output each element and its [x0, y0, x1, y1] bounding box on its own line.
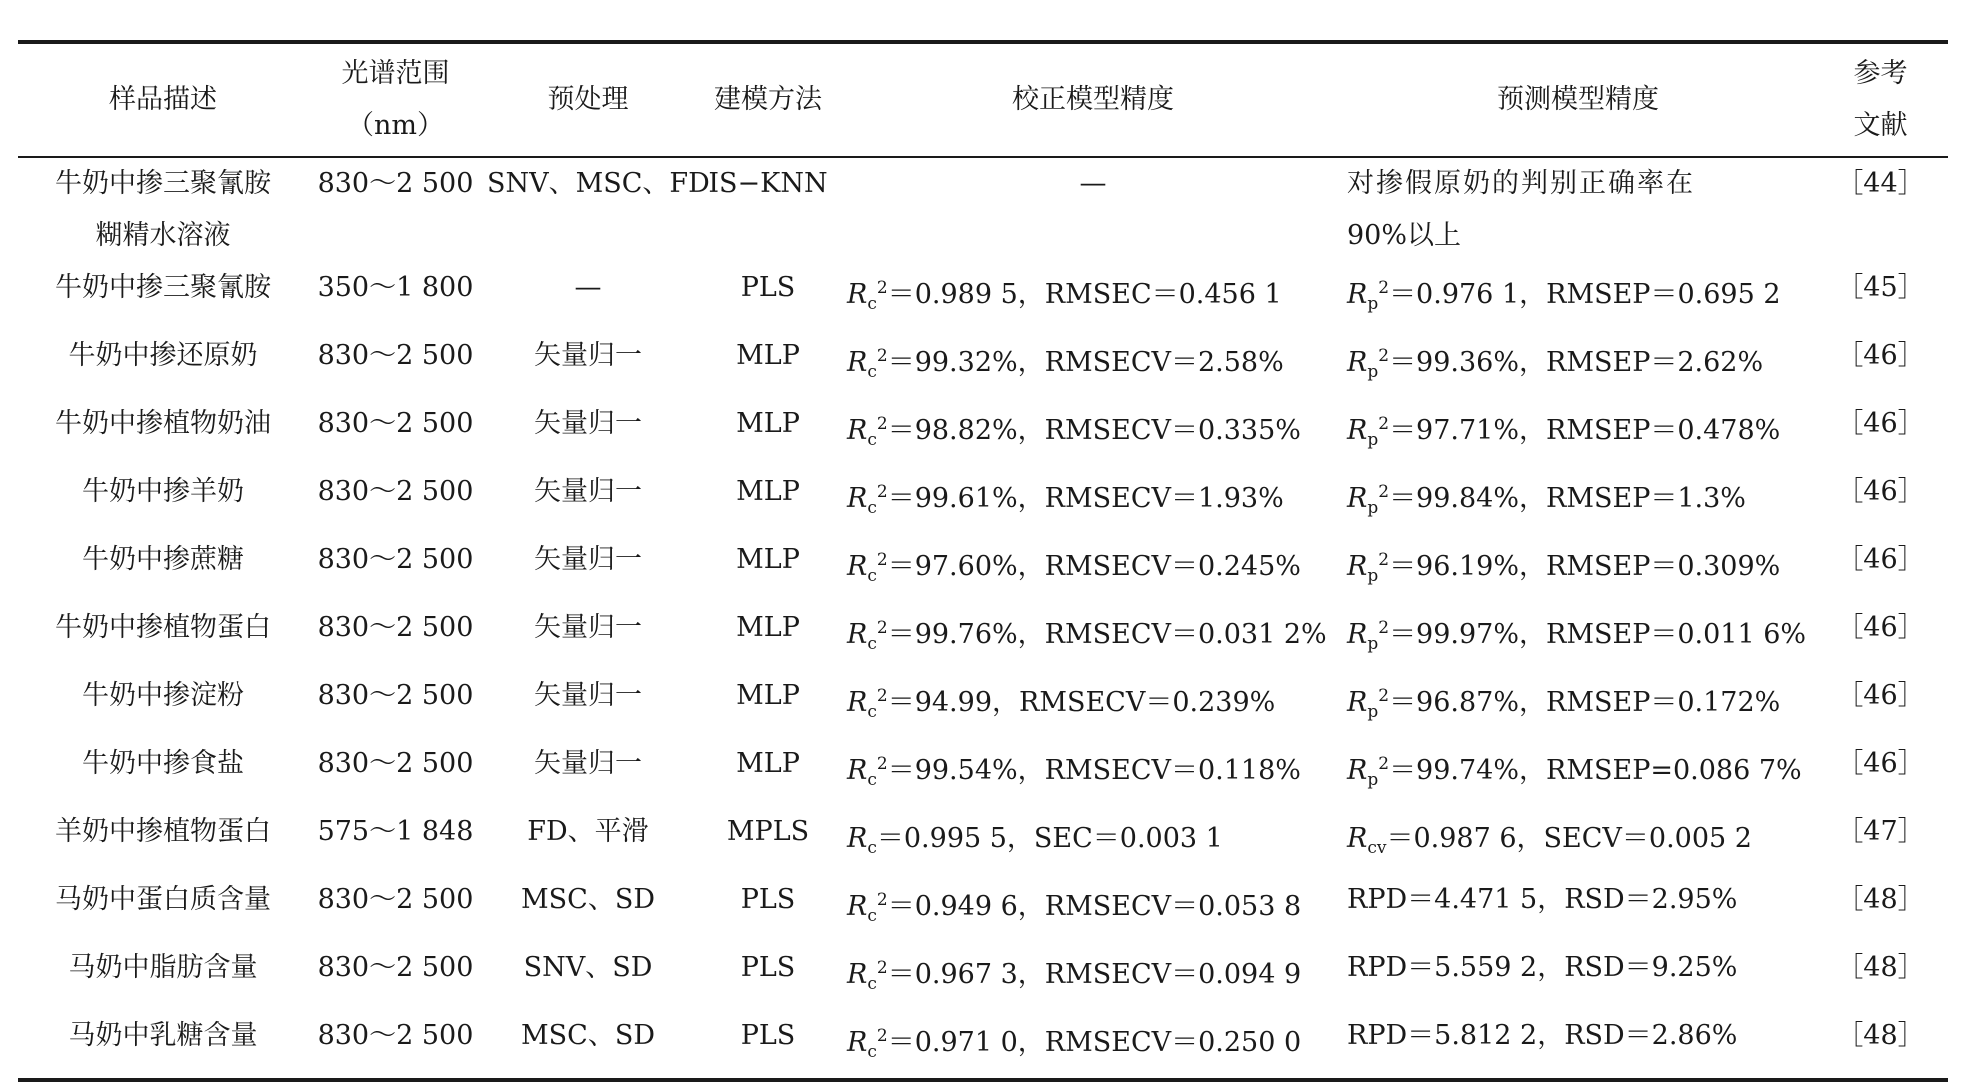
cell-sample: 牛奶中掺还原奶 — [68, 340, 258, 371]
table-row — [18, 738, 1948, 806]
table-row — [18, 602, 1948, 670]
cell-calibration: $R_c^2=98.82\%$，RMSECV＝0.335% — [847, 414, 1301, 450]
table-row — [18, 1010, 1948, 1080]
cell-reference: ［46］ — [1836, 748, 1925, 779]
cell-range: 350～1 800 — [317, 272, 474, 303]
cell-reference: ［46］ — [1836, 680, 1925, 711]
cell-sample: 马奶中蛋白质含量 — [55, 884, 271, 915]
cell-prediction: RPD＝4.471 5，RSD＝2.95% — [1347, 884, 1738, 915]
cell-method: IS−KNN — [708, 168, 828, 199]
cell-preprocess: SNV、SD — [523, 952, 653, 983]
cell-prediction: RPD＝5.559 2，RSD＝9.25% — [1347, 952, 1738, 983]
cell-preprocess: MSC、SD — [521, 884, 655, 915]
header-reference: 参考 文献 — [1813, 42, 1948, 157]
table-row — [18, 330, 1948, 398]
cell-sample: 牛奶中掺植物蛋白 — [55, 612, 271, 643]
cell-method: MLP — [736, 544, 800, 575]
cell-calibration: $R_c^2=97.60\%$，RMSECV＝0.245% — [847, 550, 1301, 586]
cell-range: 830～2 500 — [317, 168, 474, 199]
cell-range: 830～2 500 — [317, 952, 474, 983]
table-row — [18, 466, 1948, 534]
cell-reference: ［47］ — [1836, 816, 1925, 847]
cell-range: 830～2 500 — [317, 748, 474, 779]
cell-preprocess: FD、平滑 — [527, 816, 649, 847]
table-row — [18, 157, 1948, 262]
cell-prediction: RPD＝5.812 2，RSD＝2.86% — [1343, 1010, 1813, 1080]
cell-preprocess: 矢量归一 — [534, 748, 642, 779]
cell-reference: ［46］ — [1836, 612, 1925, 643]
cell-reference: ［46］ — [1836, 340, 1925, 371]
cell-preprocess: — — [574, 272, 602, 303]
cell-method: PLS — [740, 952, 796, 983]
cell-method: MLP — [736, 612, 800, 643]
header-preprocess: 预处理 — [483, 42, 693, 157]
cell-calibration: $R_c^2=0.949$ 6，RMSECV＝0.053 8 — [847, 890, 1302, 926]
header-sample: 样品描述 — [18, 42, 308, 157]
cell-reference: ［48］ — [1836, 884, 1925, 915]
cell-reference: ［46］ — [1836, 476, 1925, 507]
cell-sample: 牛奶中掺羊奶 — [82, 476, 244, 507]
table-row — [18, 874, 1948, 942]
cell-method: MLP — [736, 408, 800, 439]
cell-sample: 马奶中乳糖含量 — [18, 1010, 308, 1080]
cell-calibration: $R_c^2=99.76\%$，RMSECV＝0.031 2% — [847, 618, 1327, 654]
cell-prediction: 对掺假原奶的判别正确率在 90%以上 — [1347, 168, 1695, 251]
cell-method: MLP — [736, 748, 800, 779]
cell-method: PLS — [740, 884, 796, 915]
cell-reference: ［45］ — [1836, 272, 1925, 303]
table-row — [18, 262, 1948, 330]
header-calibration: 校正模型精度 — [843, 42, 1343, 157]
cell-range: 830～2 500 — [317, 408, 474, 439]
table-row — [18, 398, 1948, 466]
cell-range: 830～2 500 — [317, 476, 474, 507]
cell-reference: ［46］ — [1836, 408, 1925, 439]
cell-calibration: $R_c^2=99.61\%$，RMSECV＝1.93% — [847, 482, 1284, 518]
cell-reference: ［48］ — [1813, 1010, 1948, 1080]
cell-method: MLP — [736, 340, 800, 371]
cell-preprocess: 矢量归一 — [534, 544, 642, 575]
cell-prediction: $R_p^2=99.36\%$，RMSEP＝2.62% — [1347, 346, 1764, 382]
cell-preprocess: 矢量归一 — [534, 476, 642, 507]
cell-range: 830～2 500 — [317, 884, 474, 915]
cell-sample: 羊奶中掺植物蛋白 — [55, 816, 271, 847]
table-row — [18, 942, 1948, 1010]
cell-range: 575～1 848 — [317, 816, 474, 847]
header-prediction: 预测模型精度 — [1343, 42, 1813, 157]
cell-preprocess: 矢量归一 — [534, 680, 642, 711]
cell-calibration: $R_c=0.995$ 5，SEC＝0.003 1 — [847, 823, 1223, 858]
cell-sample: 牛奶中掺三聚氰胺 — [55, 272, 271, 303]
header-method: 建模方法 — [693, 42, 843, 157]
cell-calibration: $R_c^2=0.967$ 3，RMSECV＝0.094 9 — [847, 958, 1302, 994]
cell-range: 830～2 500 — [317, 612, 474, 643]
cell-sample: 牛奶中掺食盐 — [82, 748, 244, 779]
cell-calibration: $R_c^2=99.54\%$，RMSECV＝0.118% — [847, 754, 1301, 790]
cell-preprocess: SNV、MSC、FD — [487, 168, 710, 199]
cell-sample: 牛奶中掺三聚氰胺 糊精水溶液 — [55, 168, 271, 251]
cell-preprocess: 矢量归一 — [534, 408, 642, 439]
cell-sample: 牛奶中掺蔗糖 — [82, 544, 244, 575]
cell-prediction: $R_{cv}=0.987$ 6，SECV＝0.005 2 — [1347, 823, 1752, 858]
cell-preprocess: MSC、SD — [483, 1010, 693, 1080]
cell-sample: 牛奶中掺淀粉 — [82, 680, 244, 711]
cell-prediction: $R_p^2=96.19\%$，RMSEP＝0.309% — [1347, 550, 1781, 586]
cell-preprocess: 矢量归一 — [534, 612, 642, 643]
cell-preprocess: 矢量归一 — [534, 340, 642, 371]
cell-prediction: $R_p^2=0.976$ 1，RMSEP＝0.695 2 — [1347, 278, 1781, 314]
cell-calibration: — — [1079, 168, 1107, 199]
header-row — [18, 42, 1948, 157]
table-row — [18, 534, 1948, 602]
cell-reference: ［44］ — [1836, 168, 1925, 199]
data-table — [18, 40, 1948, 1082]
cell-reference: ［46］ — [1836, 544, 1925, 575]
cell-range: 830～2 500 — [308, 1010, 483, 1080]
cell-sample: 马奶中脂肪含量 — [68, 952, 258, 983]
cell-prediction: $R_p^2=99.97\%$，RMSEP＝0.011 6% — [1347, 618, 1807, 654]
cell-sample: 牛奶中掺植物奶油 — [55, 408, 271, 439]
cell-prediction: $R_p^2=99.84\%$，RMSEP＝1.3% — [1347, 482, 1746, 518]
header-range: 光谱范围 （nm） — [308, 42, 483, 157]
cell-range: 830～2 500 — [317, 544, 474, 575]
cell-prediction: $R_p^2=96.87\%$，RMSEP＝0.172% — [1347, 686, 1781, 722]
data-table-container — [18, 40, 1948, 1082]
cell-range: 830～2 500 — [317, 340, 474, 371]
cell-calibration: $R_c^2=0.989$ 5，RMSEC＝0.456 1 — [847, 278, 1282, 314]
table-row — [18, 806, 1948, 874]
cell-calibration: $R_c^2=94.99$，RMSECV＝0.239% — [847, 686, 1276, 722]
cell-range: 830～2 500 — [317, 680, 474, 711]
cell-prediction: $R_p^2=97.71\%$，RMSEP＝0.478% — [1347, 414, 1781, 450]
cell-method: PLS — [693, 1010, 843, 1080]
cell-method: MLP — [736, 476, 800, 507]
table-row — [18, 670, 1948, 738]
cell-prediction: $R_p^2=99.74\%$，RMSEP=0.086 7% — [1347, 754, 1802, 790]
cell-calibration: $R_c^2=0.971$ 0，RMSECV＝0.250 0 — [843, 1010, 1343, 1080]
cell-method: MPLS — [726, 816, 810, 847]
cell-method: MLP — [736, 680, 800, 711]
cell-reference: ［48］ — [1836, 952, 1925, 983]
cell-method: PLS — [740, 272, 796, 303]
cell-calibration: $R_c^2=99.32\%$，RMSECV＝2.58% — [847, 346, 1284, 382]
